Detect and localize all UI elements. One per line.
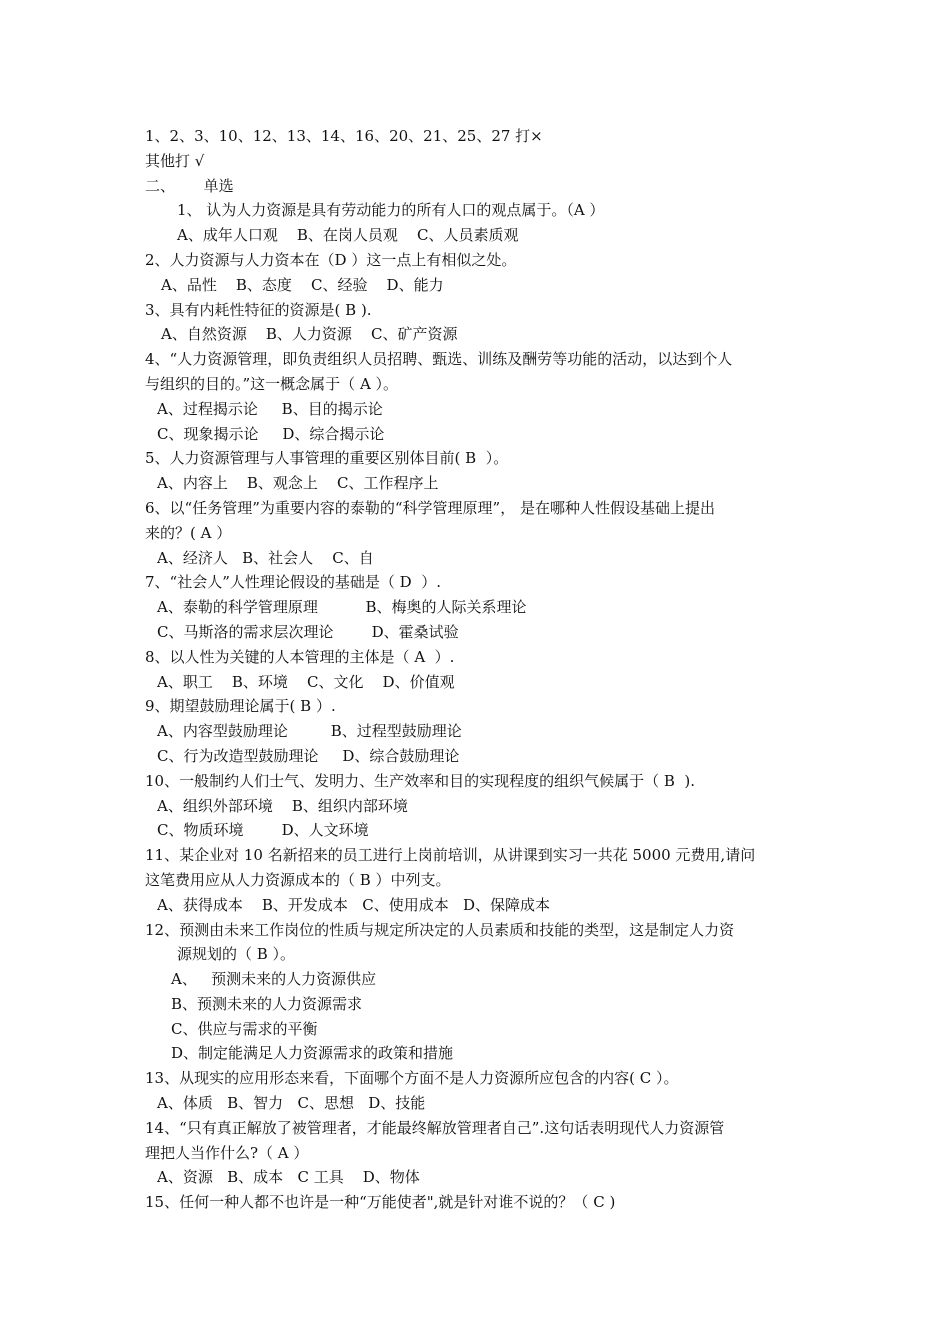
options-line: A、职工 B、环境 C、文化 D、价值观 — [157, 672, 455, 691]
options-line: B、预测未来的人力资源需求 — [171, 994, 363, 1013]
options-line: D、制定能满足人力资源需求的政策和措施 — [171, 1044, 454, 1063]
options-line: A、 预测未来的人力资源供应 — [171, 970, 377, 989]
options-line: A、品性 B、态度 C、经验 D、能力 — [161, 275, 444, 294]
options-line: C、行为改造型鼓励理论 D、综合鼓励理论 — [157, 746, 460, 765]
text-line: 其他打 √ — [145, 151, 205, 170]
question-line: 与组织的目的。”这一概念属于（ A ）。 — [145, 374, 399, 393]
options-line: A、自然资源 B、人力资源 C、矿产资源 — [161, 325, 458, 344]
options-line: C、马斯洛的需求层次理论 D、霍桑试验 — [157, 622, 459, 641]
question-line: 7、“社会人”人性理论假设的基础是（ D ）. — [145, 573, 441, 592]
question-line: 来的？( A ） — [145, 523, 232, 542]
question-line: 5、人力资源管理与人事管理的重要区别体目前( B ）。 — [145, 449, 509, 468]
options-line: A、成年人口观 B、在岗人员观 C、人员素质观 — [177, 226, 519, 245]
question-line: 源规划的（ B ）。 — [177, 945, 296, 964]
options-line: A、资源 B、成本 C 工具 D、物体 — [157, 1168, 420, 1187]
question-line: 15、任何一种人都不也许是一种“万能使者",就是针对谁不说的？（ C ) — [145, 1193, 616, 1212]
options-line: A、泰勒的科学管理原理 B、梅奥的人际关系理论 — [157, 598, 527, 617]
options-line: C、现象揭示论 D、综合揭示论 — [157, 424, 385, 443]
question-line: 14、“只有真正解放了被管理者，才能最终解放管理者自己”.这句话表明现代人力资源管 — [145, 1118, 725, 1137]
question-line: 2、人力资源与人力资本在（D ）这一点上有相似之处。 — [145, 250, 517, 269]
question-line: 12、预测由未来工作岗位的性质与规定所决定的人员素质和技能的类型，这是制定人力资 — [145, 920, 735, 939]
document-page — [145, 124, 815, 1215]
question-line: 13、从现实的应用形态来看，下面哪个方面不是人力资源所应包含的内容( C ）。 — [145, 1069, 679, 1088]
options-line: A、体质 B、智力 C、思想 D、技能 — [157, 1094, 426, 1113]
text-line: 1、2、3、10、12、13、14、16、20、21、25、27 打× — [145, 127, 543, 145]
question-line: 这笔费用应从人力资源成本的（ B ）中列支。 — [145, 870, 451, 889]
options-line: A、过程揭示论 B、目的揭示论 — [157, 399, 383, 418]
options-line: A、获得成本 B、开发成本 C、使用成本 D、保障成本 — [157, 895, 551, 914]
options-line: A、内容上 B、观念上 C、工作程序上 — [157, 474, 439, 493]
options-line: A、经济人 B、社会人 C、自 — [157, 548, 374, 567]
question-line: 1、 认为人力资源是具有劳动能力的所有人口的观点属于。（A ） — [177, 201, 605, 220]
question-line: 3、具有内耗性特征的资源是( B ). — [145, 300, 372, 319]
options-line: C、供应与需求的平衡 — [171, 1019, 318, 1038]
section-heading: 二、 单选 — [145, 176, 234, 195]
question-line: 11、某企业对 10 名新招来的员工进行上岗前培训，从讲课到实习一共花 5000 元费用,请问 — [145, 846, 756, 865]
question-line: 6、以“任务管理”为重要内容的泰勒的“科学管理原理”， 是在哪种人性假设基础上提出 — [145, 498, 715, 517]
options-line: C、物质环境 D、人文环境 — [157, 821, 369, 840]
question-line: 4、“人力资源管理，即负责组织人员招聘、甄选、训练及酬劳等功能的活动，以达到个人 — [145, 350, 733, 369]
options-line: A、组织外部环境 B、组织内部环境 — [157, 796, 408, 815]
options-line: A、内容型鼓励理论 B、过程型鼓励理论 — [157, 722, 462, 741]
question-line: 10、一般制约人们士气、发明力、生产效率和目的实现程度的组织气候属于（ B ). — [145, 771, 696, 790]
question-line: 理把人当作什么?（ A ） — [145, 1143, 309, 1162]
question-line: 8、以人性为关键的人本管理的主体是（ A ）. — [145, 647, 455, 666]
question-line: 9、期望鼓励理论属于( B ）. — [145, 697, 336, 716]
